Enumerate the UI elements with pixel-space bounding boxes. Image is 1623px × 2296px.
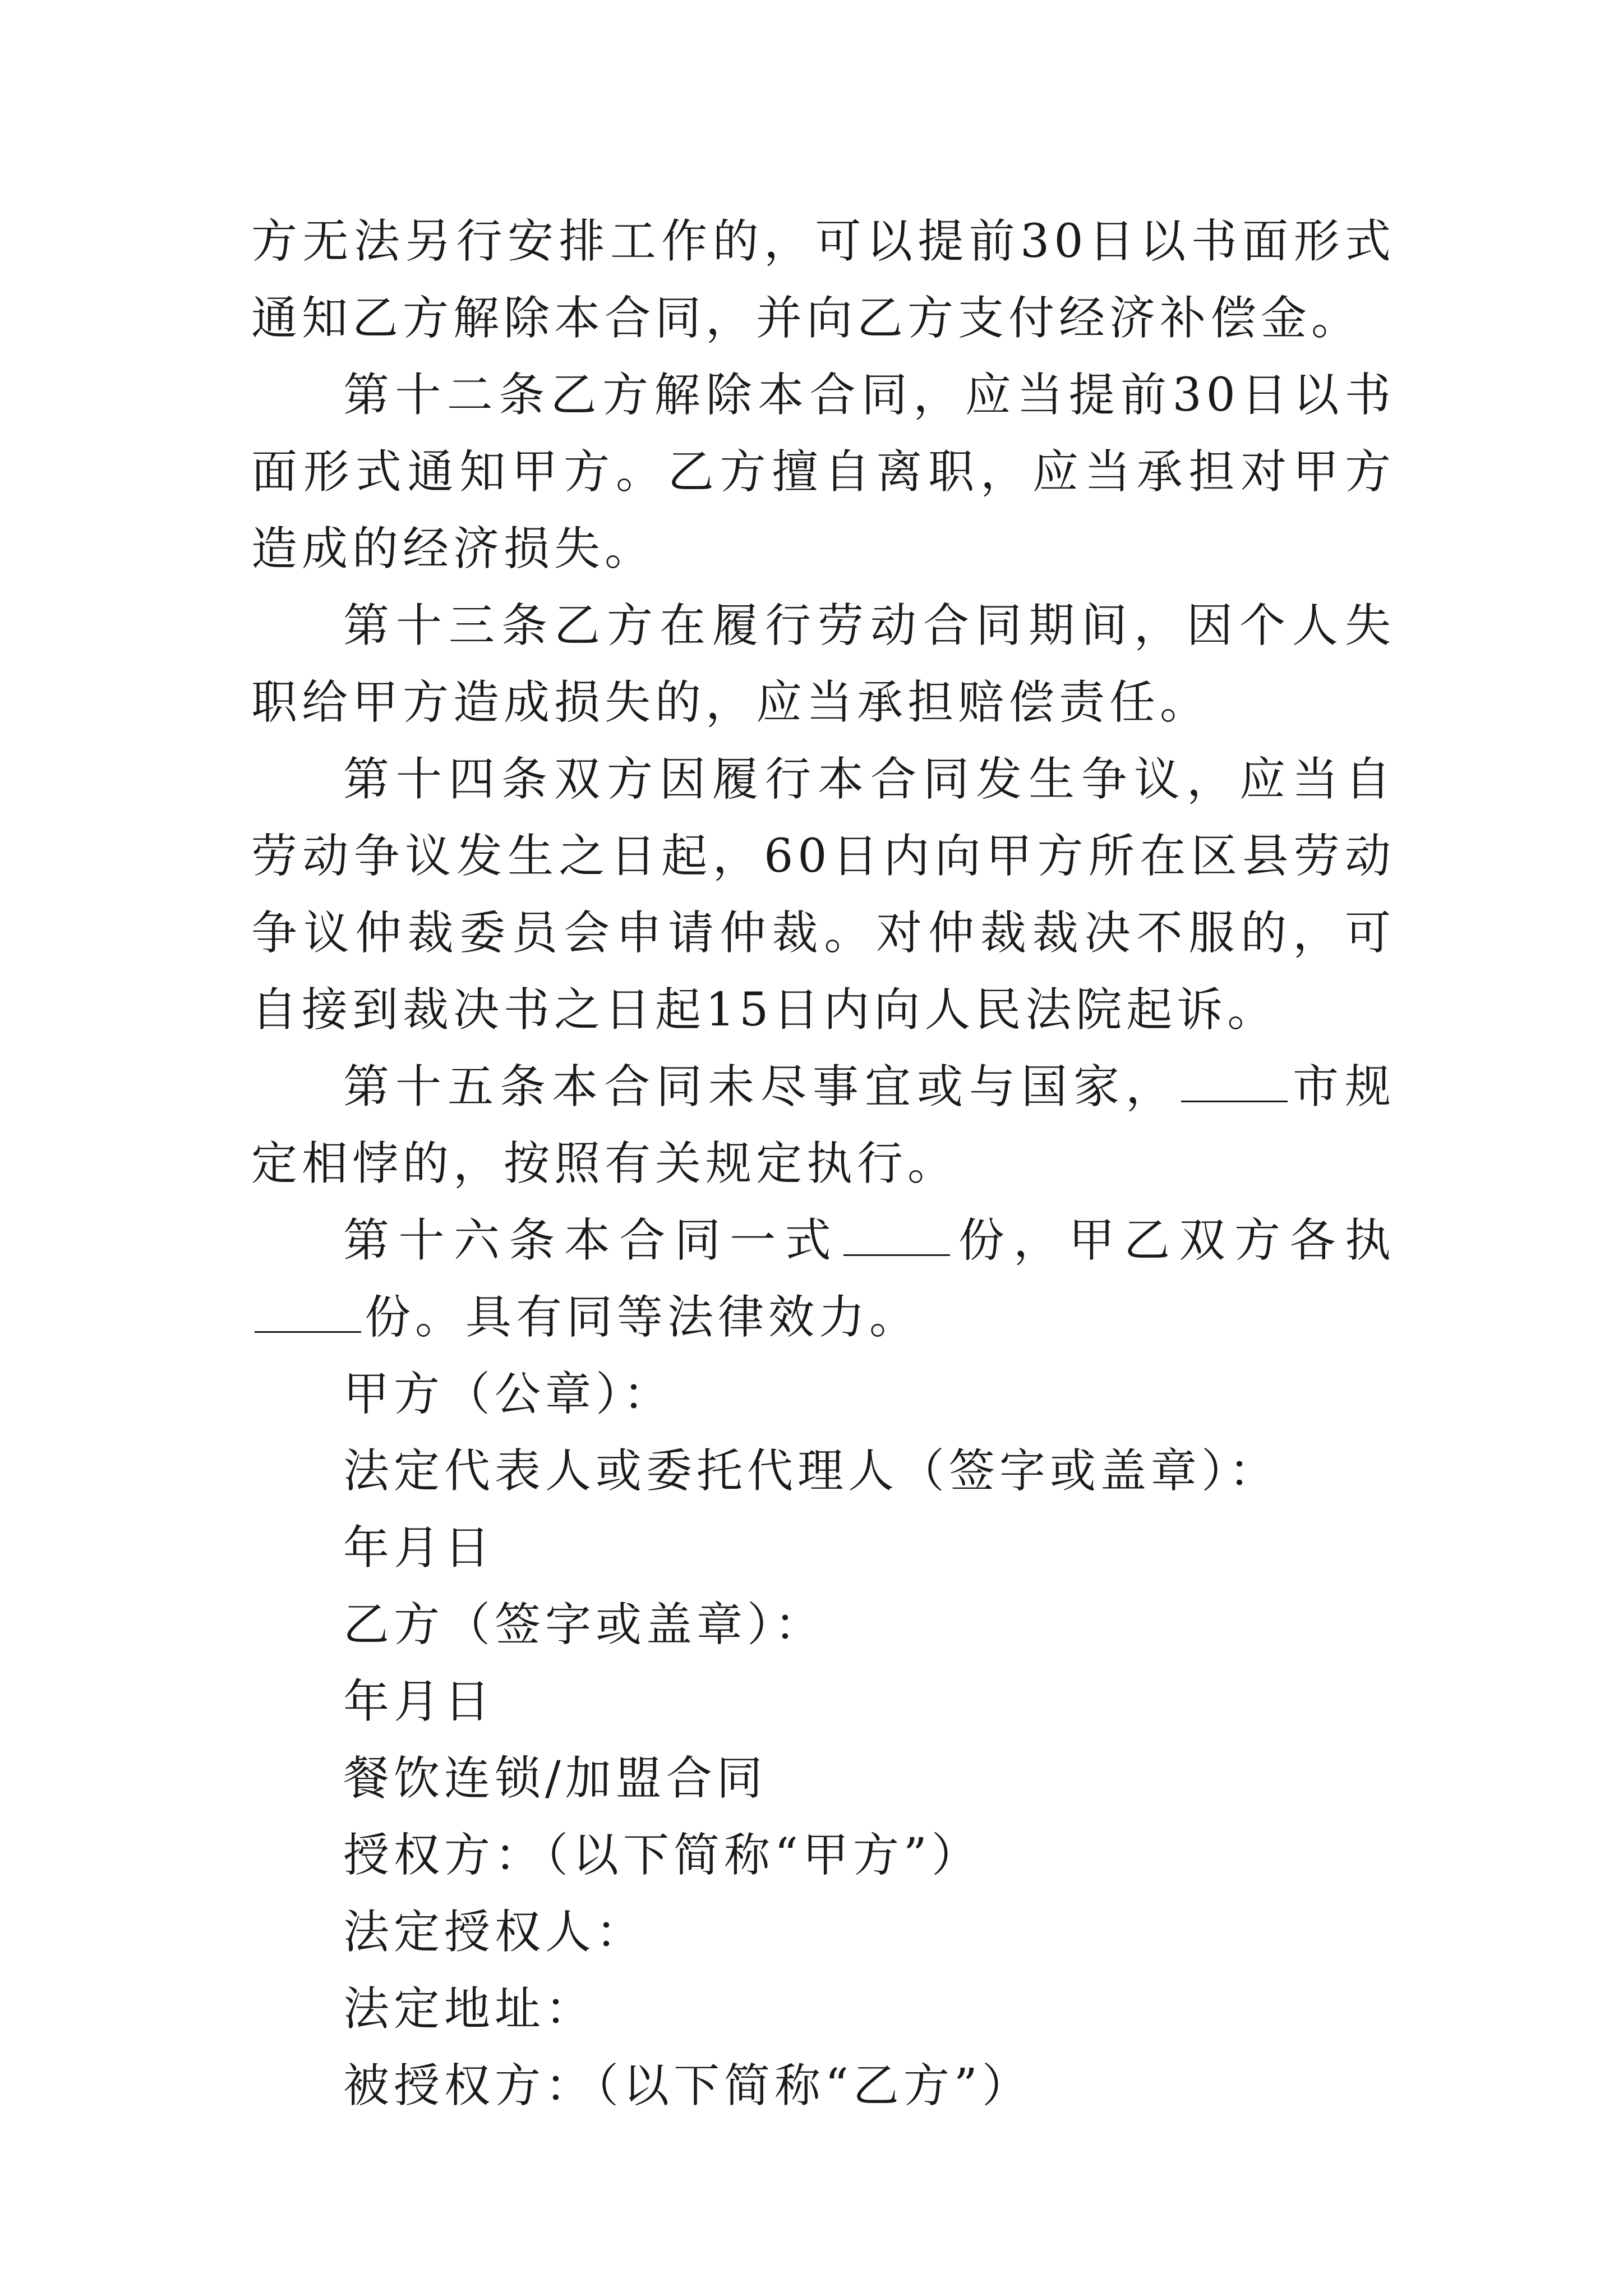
licensor-line: 授权方：（以下简称“甲方”） [343,1829,982,1882]
sign-line-party-a-seal: 甲方（公章）： [343,1368,674,1421]
fill-in-blank-copies-total [843,1215,950,1256]
sign-line-legal-representative: 法定代表人或委托代理人（签字或盖章）： [343,1444,1280,1498]
legal-address-line: 法定地址： [343,1982,596,2036]
sign-line-date-2: 年月日 [343,1675,495,1728]
sign-line-date-1: 年月日 [343,1521,495,1575]
clause-16-text-part3: 份。具有同等法律效力。 [365,1291,920,1344]
paragraph-continuation: 方无法另行安排工作的，可以提前30日以书面形式通知乙方解除本合同，并向乙方支付经济补偿金。 [251,215,1395,345]
fill-in-blank-city [1181,1061,1288,1102]
legal-authorizer-line: 法定授权人： [343,1906,647,1959]
document-body [251,203,1395,2124]
paragraph-clause-16 [251,1202,1395,1356]
paragraph-clause-13: 第十三条乙方在履行劳动合同期间，因个人失职给甲方造成损失的，应当承担赔偿责任。 [251,599,1395,729]
clause-16-text-part1: 第十六条本合同一式 [343,1214,841,1267]
paragraph-clause-12: 第十二条乙方解除本合同，应当提前30日以书面形式通知甲方。乙方擅自离职，应当承担对甲方造成的经济损失。 [251,369,1395,576]
licensee-line: 被授权方：（以下简称“乙方”） [343,2059,1032,2113]
paragraph-clause-14: 第十四条双方因履行本合同发生争议，应当自劳动争议发生之日起，60日内向甲方所在区县劳动争议仲裁委员会申请仲裁。对仲裁裁决不服的，可自接到裁决书之日起15日内向人民法院起诉。 [251,753,1395,1037]
paragraph-clause-15 [251,1048,1395,1202]
sign-line-party-b-signature: 乙方（签字或盖章）： [343,1598,826,1651]
clause-16-text-part2: 份，甲乙双方各执 [953,1214,1395,1267]
clause-15-text-after: 市规定相悖的，按照有关规定执行。 [251,1060,1395,1190]
fill-in-blank-copies-each [255,1292,361,1333]
clause-15-text-before: 第十五条本合同未尽事宜或与国家， [343,1060,1178,1114]
next-contract-title: 餐饮连锁/加盟合同 [343,1752,767,1805]
